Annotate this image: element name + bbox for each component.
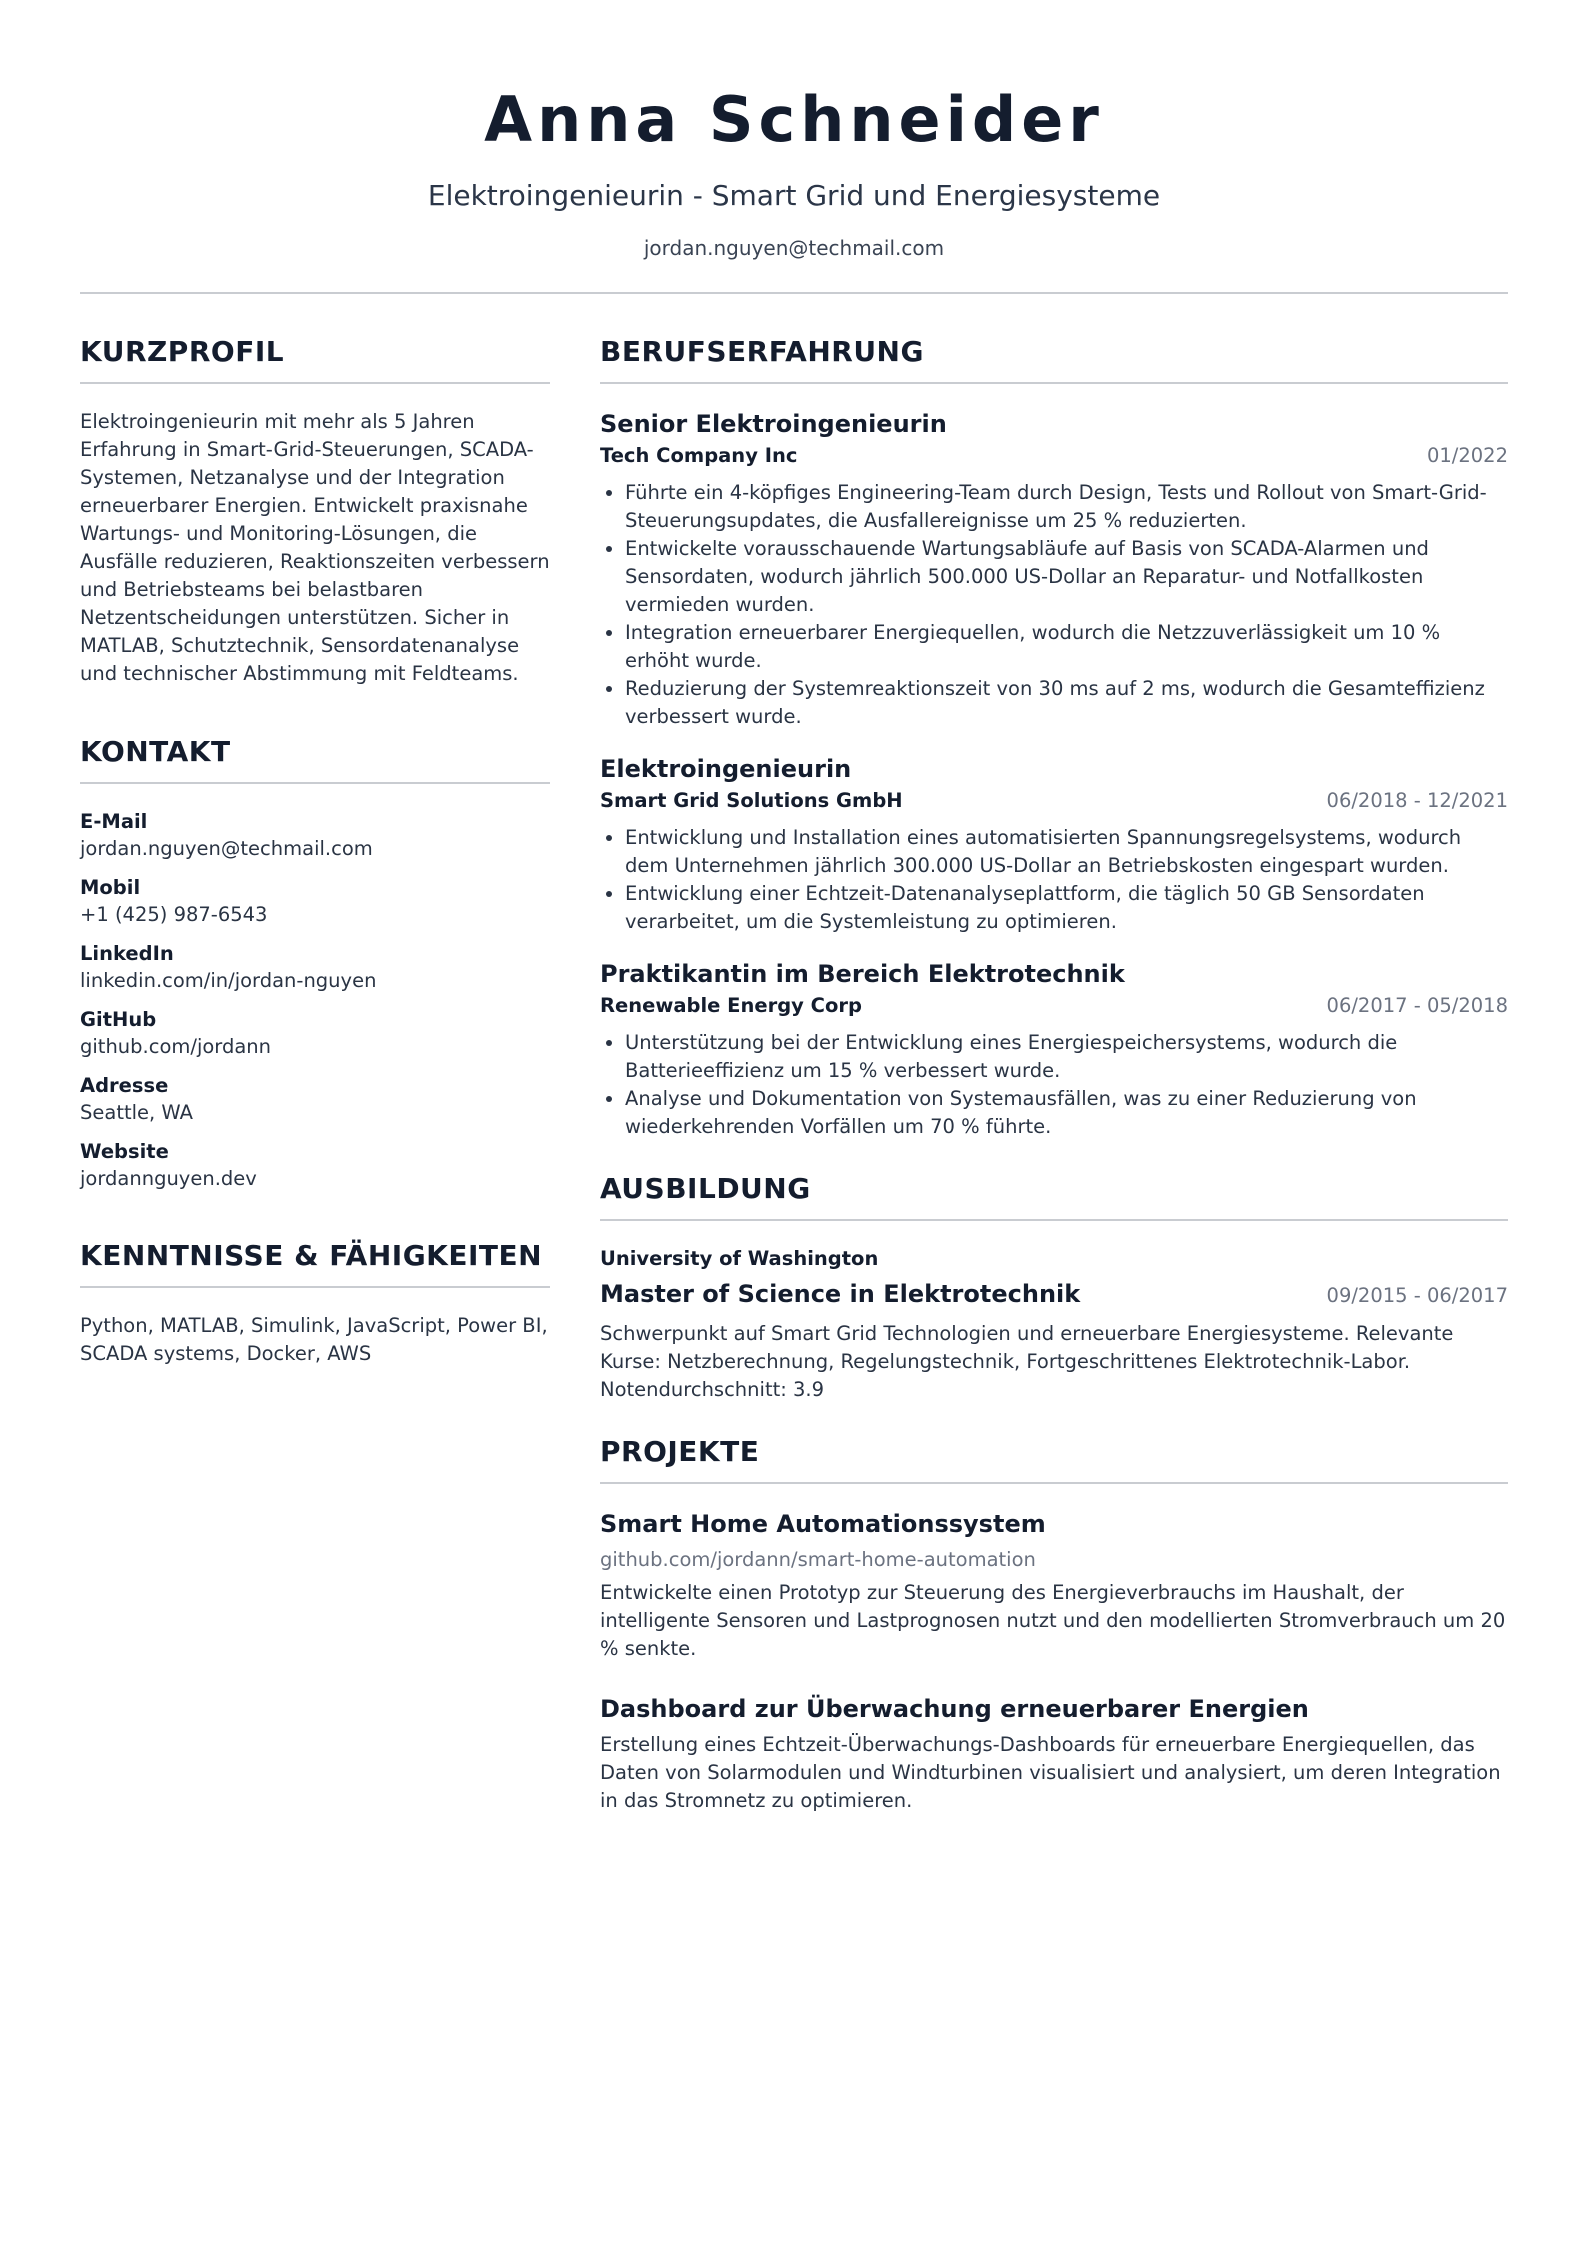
project-entry xyxy=(600,1693,1508,1815)
education-title: AUSBILDUNG xyxy=(600,1171,1508,1221)
contact-title: KONTAKT xyxy=(80,734,550,784)
profile-text: Elektroingenieurin mit mehr als 5 Jahren Erfahrung in Smart-Grid-Steuerungen, SCADA-Systemen, Netzanalyse und der Integration erneuerbarer Energien. Entwickelt praxisnahe Wartungs- und Monitoring-Lösungen, die Ausfälle reduzieren, Reaktionszeiten verbessern und Betriebsteams bei belastbaren Netzentscheidungen unterstützen. Sicher in MATLAB, Schutztechnik, Sensordatenanalyse und technischer Abstimmung mit Feldteams. xyxy=(80,410,550,685)
job-meta xyxy=(600,787,1508,814)
contact-address: Seattle, WA xyxy=(80,1101,193,1124)
resume-columns xyxy=(80,334,1508,1845)
contact-website[interactable]: jordannguyen.dev xyxy=(80,1167,257,1190)
profile-section xyxy=(80,334,550,688)
contact-label: Adresse xyxy=(80,1074,169,1097)
contact-item xyxy=(80,1006,550,1060)
header-email: jordan.nguyen@techmail.com xyxy=(643,236,945,260)
education-date: 09/2015 - 06/2017 xyxy=(1326,1284,1508,1307)
skills-title: KENNTNISSE & FÄHIGKEITEN xyxy=(80,1238,550,1288)
job-title: Senior Elektroingenieurin xyxy=(600,410,947,438)
contact-label: GitHub xyxy=(80,1008,157,1031)
skills-text: Python, MATLAB, Simulink, JavaScript, Power BI, SCADA systems, Docker, AWS xyxy=(80,1314,548,1365)
contact-label: Mobil xyxy=(80,876,141,899)
job-company: Smart Grid Solutions GmbH xyxy=(600,789,903,812)
contact-item xyxy=(80,874,550,928)
project-description: Erstellung eines Echtzeit-Überwachungs-Dashboards für erneuerbare Energiequellen, das Daten von Solarmodulen und Windturbinen visualisiert und analysiert, um deren Integration in das Stromnetz zu optimieren. xyxy=(600,1733,1501,1812)
project-title: Dashboard zur Überwachung erneuerbarer Energien xyxy=(600,1695,1309,1723)
job-bullet: • Entwicklung einer Echtzeit-Datenanalyseplattform, die täglich 50 GB Sensordaten verarbeitet, um die Systemleistung zu optimieren. xyxy=(625,880,1508,936)
contact-label: LinkedIn xyxy=(80,942,174,965)
project-entry xyxy=(600,1508,1508,1663)
projects-section xyxy=(600,1434,1508,1815)
contact-label: Website xyxy=(80,1140,169,1163)
project-title: Smart Home Automationssystem xyxy=(600,1510,1046,1538)
job-bullets xyxy=(600,824,1508,936)
candidate-headline: Elektroingenieurin - Smart Grid und Energiesysteme xyxy=(427,179,1161,212)
contact-item xyxy=(80,940,550,994)
education-row xyxy=(600,1278,1508,1310)
contact-item xyxy=(80,808,550,862)
job-date: 01/2022 xyxy=(1426,444,1508,467)
contact-item xyxy=(80,1138,550,1192)
job-title: Elektroingenieurin xyxy=(600,755,852,783)
job-entry xyxy=(600,958,1508,1141)
experience-title: BERUFSERFAHRUNG xyxy=(600,334,1508,384)
resume-header xyxy=(80,0,1508,294)
project-link[interactable]: github.com/jordann/smart-home-automation xyxy=(600,1548,1036,1571)
projects-title: PROJEKTE xyxy=(600,1434,1508,1484)
right-column xyxy=(600,334,1508,1845)
job-date: 06/2018 - 12/2021 xyxy=(1326,789,1508,812)
project-description: Entwickelte einen Prototyp zur Steuerung des Energieverbrauchs im Haushalt, der intelligente Sensoren und Lastprognosen nutzt und den modellierten Stromverbrauch um 20 % senkte. xyxy=(600,1581,1506,1660)
contact-item xyxy=(80,1072,550,1126)
candidate-name: Anna Schneider xyxy=(484,83,1104,156)
job-meta xyxy=(600,992,1508,1019)
education-description: Schwerpunkt auf Smart Grid Technologien und erneuerbare Energiesysteme. Relevante Kurse: Netzberechnung, Regelungstechnik, Fortgeschrittenes Elektrotechnik-Labor. Notendurchschnitt: 3.9 xyxy=(600,1322,1454,1401)
contact-section xyxy=(80,734,550,1192)
experience-section xyxy=(600,334,1508,1141)
education-school: University of Washington xyxy=(600,1247,879,1270)
education-degree: Master of Science in Elektrotechnik xyxy=(600,1280,1081,1308)
education-section xyxy=(600,1171,1508,1404)
contact-linkedin[interactable]: linkedin.com/in/jordan-nguyen xyxy=(80,969,377,992)
header-divider xyxy=(80,292,1508,294)
job-entry xyxy=(600,753,1508,936)
job-title: Praktikantin im Bereich Elektrotechnik xyxy=(600,960,1125,988)
skills-section xyxy=(80,1238,550,1368)
job-bullet: • Führte ein 4-köpfiges Engineering-Team durch Design, Tests und Rollout von Smart-Grid-Steuerungsupdates, die Ausfallereignisse um 25 % reduzierten. xyxy=(625,479,1508,535)
job-bullet: • Analyse und Dokumentation von Systemausfällen, was zu einer Reduzierung von wiederkehrenden Vorfällen um 70 % führte. xyxy=(625,1085,1508,1141)
job-bullets xyxy=(600,1029,1508,1141)
job-bullet: • Integration erneuerbarer Energiequellen, wodurch die Netzzuverlässigkeit um 10 % erhöht wurde. xyxy=(625,619,1508,675)
contact-email[interactable]: jordan.nguyen@techmail.com xyxy=(80,837,373,860)
job-bullet: • Entwickelte vorausschauende Wartungsabläufe auf Basis von SCADA-Alarmen und Sensordaten, wodurch jährlich 500.000 US-Dollar an Reparatur- und Notfallkosten vermieden wurden. xyxy=(625,535,1508,619)
job-bullet: • Unterstützung bei der Entwicklung eines Energiespeichersystems, wodurch die Batterieeffizienz um 15 % verbessert wurde. xyxy=(625,1029,1508,1085)
job-entry xyxy=(600,408,1508,731)
profile-title: KURZPROFIL xyxy=(80,334,550,384)
job-bullet: • Entwicklung und Installation eines automatisierten Spannungsregelsystems, wodurch dem Unternehmen jährlich 300.000 US-Dollar an Betriebskosten eingespart wurden. xyxy=(625,824,1508,880)
job-bullets xyxy=(600,479,1508,731)
job-meta xyxy=(600,442,1508,469)
job-bullet: • Reduzierung der Systemreaktionszeit von 30 ms auf 2 ms, wodurch die Gesamteffizienz verbessert wurde. xyxy=(625,675,1508,731)
job-company: Renewable Energy Corp xyxy=(600,994,862,1017)
job-date: 06/2017 - 05/2018 xyxy=(1326,994,1508,1017)
job-company: Tech Company Inc xyxy=(600,444,798,467)
contact-github[interactable]: github.com/jordann xyxy=(80,1035,272,1058)
contact-phone[interactable]: +1 (425) 987-6543 xyxy=(80,903,268,926)
left-column xyxy=(80,334,550,1845)
contact-label: E-Mail xyxy=(80,810,148,833)
